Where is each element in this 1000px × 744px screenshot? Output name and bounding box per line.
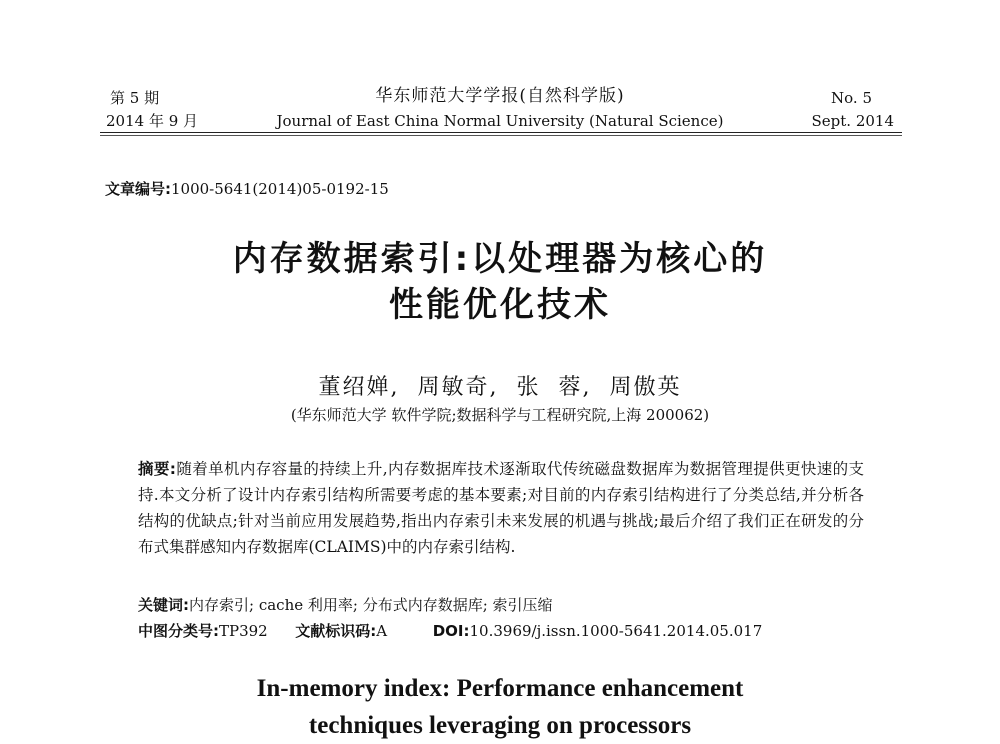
journal-title-cn: 华东师范大学学报(自然科学版) xyxy=(375,86,625,106)
title-en-line2: techniques leveraging on processors xyxy=(308,712,692,739)
header-rule xyxy=(100,132,902,133)
issue-date: 2014 年 9 月 xyxy=(106,112,199,130)
classification-line xyxy=(138,620,762,641)
doi-value: 10.3969/j.issn.1000-5641.2014.05.017 xyxy=(469,622,763,640)
clc-value: TP392 xyxy=(219,622,268,640)
keywords-text: 内存索引; cache 利用率; 分布式内存数据库; 索引压缩 xyxy=(189,596,553,614)
title-cn-line1: 内存数据索引:以处理器为核心的 xyxy=(232,239,768,279)
issue-date-en: Sept. 2014 xyxy=(811,112,894,130)
journal-title-en: Journal of East China Normal University (Natural Science) xyxy=(276,112,724,130)
affiliation: (华东师范大学 软件学院;数据科学与工程研究院,上海 200062) xyxy=(290,406,710,424)
header-rule-thin xyxy=(100,135,902,136)
article-number-value: 1000-5641(2014)05-0192-15 xyxy=(171,180,389,198)
doi-label: DOI: xyxy=(432,622,470,640)
title-en-line1: In-memory index: Performance enhancement xyxy=(256,675,744,702)
keywords xyxy=(138,594,553,615)
authors: 董绍婵, 周敏奇, 张 蓉, 周傲英 xyxy=(318,375,682,400)
doc-code-value: A xyxy=(376,622,388,640)
issue-number-en: No. 5 xyxy=(831,89,872,107)
article-number xyxy=(105,178,389,199)
keywords-label: 关键词: xyxy=(138,596,189,614)
abstract xyxy=(138,456,864,560)
clc-label: 中图分类号: xyxy=(138,622,219,640)
title-cn-line2: 性能优化技术 xyxy=(389,285,611,325)
abstract-text: 随着单机内存容量的持续上升,内存数据库技术逐渐取代传统磁盘数据库为数据管理提供更快速的支持.本文分析了设计内存索引结构所需要考虑的基本要素;对目前的内存索引结构进行了分类总结,并分析各结构的优缺点;针对当前应用发展趋势,指出内存索引未来发展的机遇与挑战;最后介绍了我们正在研发的分布式集群感知内存数据库(CLAIMS)中的内存索引结构. xyxy=(138,460,865,556)
doc-code-label: 文献标识码: xyxy=(295,622,377,640)
abstract-label: 摘要: xyxy=(138,460,176,478)
issue-number: 第 5 期 xyxy=(110,89,160,107)
article-number-label: 文章编号: xyxy=(105,180,171,198)
